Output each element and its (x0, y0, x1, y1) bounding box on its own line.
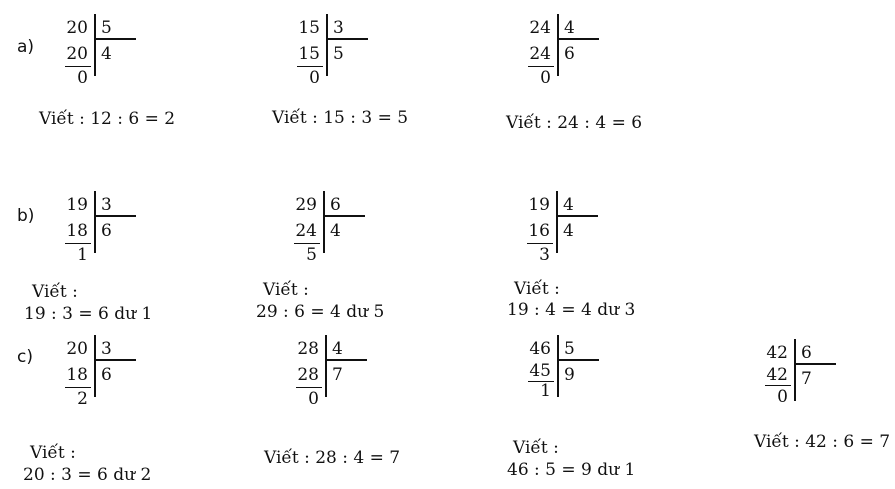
section-label-b: b) (17, 206, 35, 226)
long-division (63, 339, 143, 409)
result-line: Viết : (514, 279, 560, 299)
remainder: 0 (540, 68, 551, 88)
result-line: Viết : 28 : 4 = 7 (264, 448, 401, 468)
quotient: 7 (801, 369, 812, 389)
long-division (294, 339, 374, 409)
long-division (763, 343, 843, 413)
subtrahend: 24 (295, 221, 317, 241)
long-division (63, 18, 143, 88)
section-label-a: a) (17, 37, 35, 57)
result-line: Viết : (30, 443, 76, 463)
result-equation: 19 : 4 = 4 dư 3 (507, 300, 636, 320)
subtrahend: 18 (66, 365, 88, 385)
remainder: 0 (308, 389, 319, 409)
dividend: 19 (528, 195, 550, 215)
result-line: Viết : (32, 282, 78, 302)
result-line: Viết : 24 : 4 = 6 (506, 113, 643, 133)
long-division (63, 195, 143, 265)
subtrahend: 15 (298, 44, 320, 64)
long-division (526, 339, 606, 409)
remainder: 1 (540, 381, 551, 401)
result-line: Viết : 12 : 6 = 2 (39, 109, 176, 129)
long-division (292, 195, 372, 265)
divisor: 5 (564, 339, 575, 359)
divisor: 4 (564, 18, 575, 38)
divisor: 4 (563, 195, 574, 215)
quotient: 4 (563, 221, 574, 241)
remainder: 3 (539, 245, 550, 265)
result-line: Viết : (513, 438, 559, 458)
dividend: 42 (766, 343, 788, 363)
divisor: 3 (333, 18, 344, 38)
result-equation: 29 : 6 = 4 dư 5 (256, 302, 385, 322)
subtrahend: 20 (66, 44, 88, 64)
dividend: 20 (66, 18, 88, 38)
section-label-c: c) (17, 347, 33, 367)
quotient: 4 (101, 44, 112, 64)
subtrahend: 24 (529, 44, 551, 64)
dividend: 28 (297, 339, 319, 359)
long-division (295, 18, 375, 88)
long-division (525, 195, 605, 265)
result-line: Viết : 15 : 3 = 5 (272, 108, 409, 128)
quotient: 5 (333, 44, 344, 64)
dividend: 46 (529, 339, 551, 359)
quotient: 7 (332, 365, 343, 385)
divisor: 3 (101, 195, 112, 215)
result-equation: 20 : 3 = 6 dư 2 (23, 465, 152, 485)
quotient: 4 (330, 221, 341, 241)
divisor: 3 (101, 339, 112, 359)
result-line: Viết : (263, 280, 309, 300)
dividend: 19 (66, 195, 88, 215)
subtrahend: 28 (297, 365, 319, 385)
remainder: 0 (77, 68, 88, 88)
remainder: 2 (77, 389, 88, 409)
divisor: 6 (801, 343, 812, 363)
dividend: 29 (295, 195, 317, 215)
result-equation: 46 : 5 = 9 dư 1 (507, 460, 636, 480)
subtrahend: 42 (766, 365, 788, 385)
divisor: 5 (101, 18, 112, 38)
subtrahend: 18 (66, 221, 88, 241)
divisor: 4 (332, 339, 343, 359)
result-equation: 19 : 3 = 6 dư 1 (24, 304, 153, 324)
remainder: 5 (306, 245, 317, 265)
remainder: 0 (777, 387, 788, 407)
quotient: 9 (564, 365, 575, 385)
subtrahend: 16 (528, 221, 550, 241)
dividend: 20 (66, 339, 88, 359)
long-division (526, 18, 606, 88)
quotient: 6 (564, 44, 575, 64)
remainder: 1 (77, 245, 88, 265)
result-line: Viết : 42 : 6 = 7 (754, 432, 891, 452)
dividend: 15 (298, 18, 320, 38)
subtrahend: 45 (529, 361, 551, 381)
quotient: 6 (101, 221, 112, 241)
divisor: 6 (330, 195, 341, 215)
dividend: 24 (529, 18, 551, 38)
remainder: 0 (309, 68, 320, 88)
quotient: 6 (101, 365, 112, 385)
